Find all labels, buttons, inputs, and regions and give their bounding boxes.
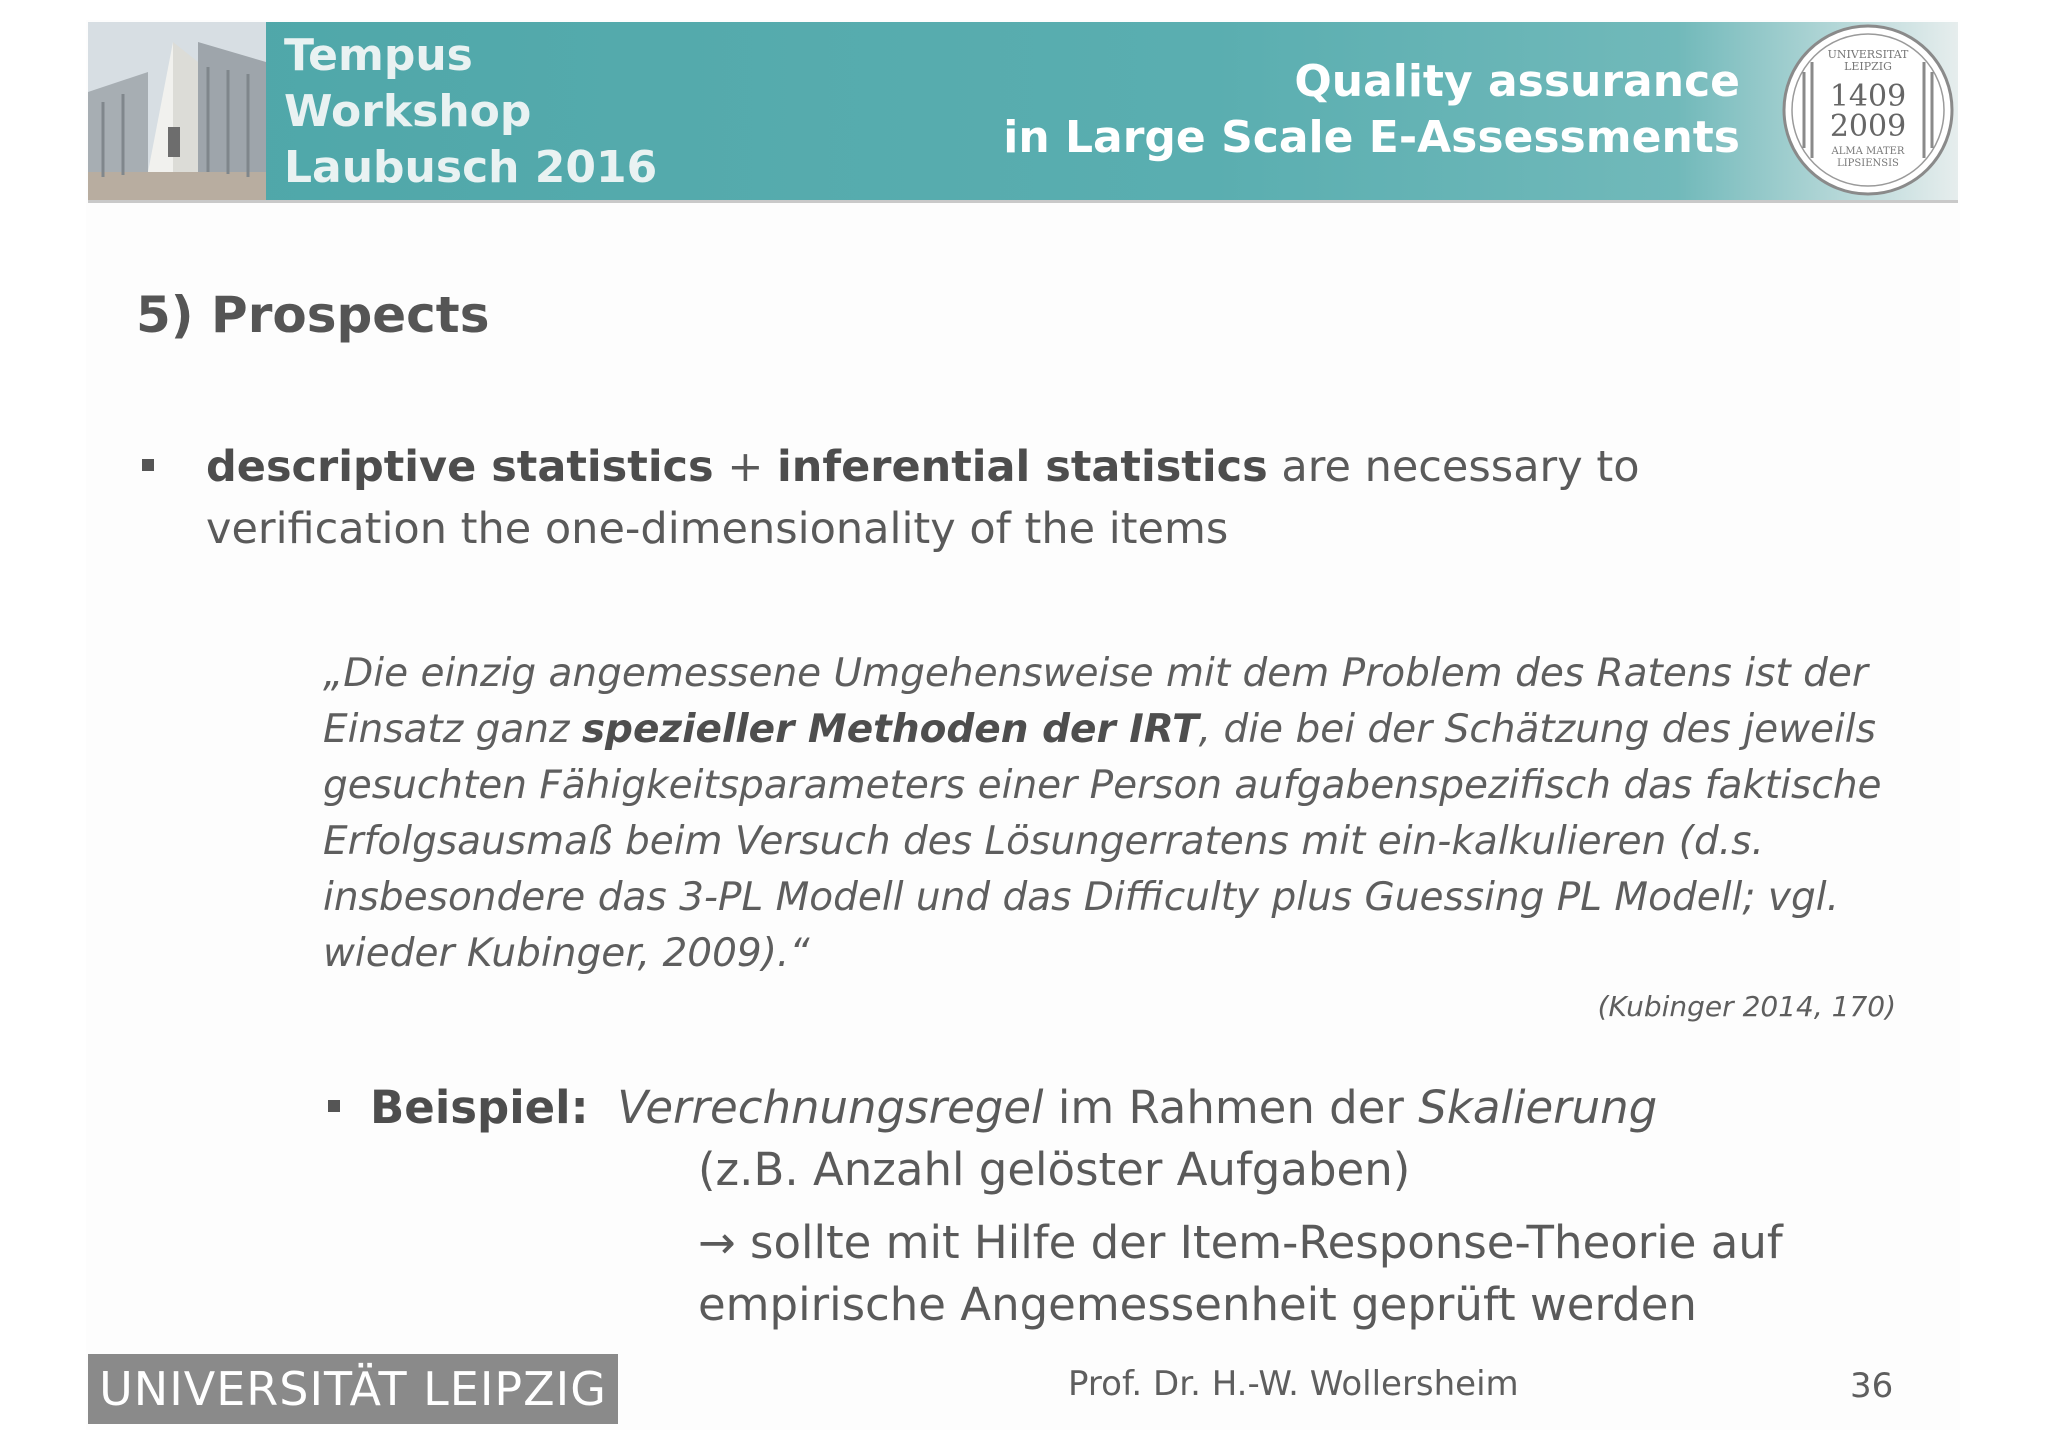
svg-text:ALMA MATER: ALMA MATER (1831, 146, 1905, 157)
svg-text:LIPSIENSIS: LIPSIENSIS (1837, 158, 1899, 169)
example-detail: (z.B. Anzahl gelöster Aufgaben) (698, 1143, 1411, 1196)
kubinger-quote: „Die einzig angemessene Umgehensweise mit dem Problem des Ratens ist der Einsatz ganz spezieller Methoden der IRT, die bei der Schätzung des jeweils gesuchten Fähigkeitsparameters einer Person aufgabenspezifisch das faktische Erfolgsausmaß beim Versuch des Lösungerratens mit ein-kalkulieren (d.s. insbesondere das 3-PL Modell und das Difficulty plus Guessing PL Modell; vgl. wieder Kubinger, 2009).“ (323, 651, 1882, 976)
bullet-square-icon (142, 459, 154, 471)
example-label: Beispiel: (370, 1081, 589, 1134)
university-logo: UNIVERSITÄT LEIPZIG (88, 1354, 618, 1424)
inferential-statistics-term: inferential statistics (777, 442, 1268, 492)
svg-text:UNIVERSITAT: UNIVERSITAT (1827, 48, 1909, 61)
workshop-title: Tempus Workshop Laubusch 2016 (284, 30, 658, 193)
svg-text:2009: 2009 (1829, 109, 1907, 144)
header-banner (88, 22, 1958, 203)
descriptive-statistics-term: descriptive statistics (206, 442, 714, 492)
university-seal (1780, 22, 1956, 198)
page-number: 36 (1850, 1366, 1894, 1406)
topic-line-1: Quality assurance (1294, 56, 1740, 107)
quote-emphasis: spezieller Methoden der IRT (581, 707, 1199, 752)
example-term-scaling: Skalierung (1418, 1081, 1658, 1134)
footer-author: Prof. Dr. H.-W. Wollersheim (1068, 1364, 1519, 1404)
svg-text:LEIPZIG: LEIPZIG (1844, 60, 1892, 73)
example-term-rule: Verrechnungsregel (617, 1081, 1044, 1134)
section-heading: 5) Prospects (136, 286, 490, 344)
slide-topic (1003, 54, 1740, 166)
topic-line-2: in Large Scale E-Assessments (1003, 112, 1740, 163)
quote-citation: (Kubinger 2014, 170) (1597, 990, 1896, 1023)
church-building-photo (88, 22, 266, 200)
right-arrow-icon: → (698, 1216, 736, 1269)
example-conclusion: → sollte mit Hilfe der Item-Response-Theorie auf empirische Angemessenheit geprüft werden (698, 1216, 1783, 1331)
example-line: Beispiel: Verrechnungsregel im Rahmen der Skalierung (370, 1081, 1658, 1134)
bullet-square-icon (328, 1100, 340, 1112)
svg-text:1409: 1409 (1829, 79, 1907, 114)
main-bullet-text: descriptive statistics + inferential statistics are necessary to verification the one-dimensionality of the items (206, 442, 1640, 554)
